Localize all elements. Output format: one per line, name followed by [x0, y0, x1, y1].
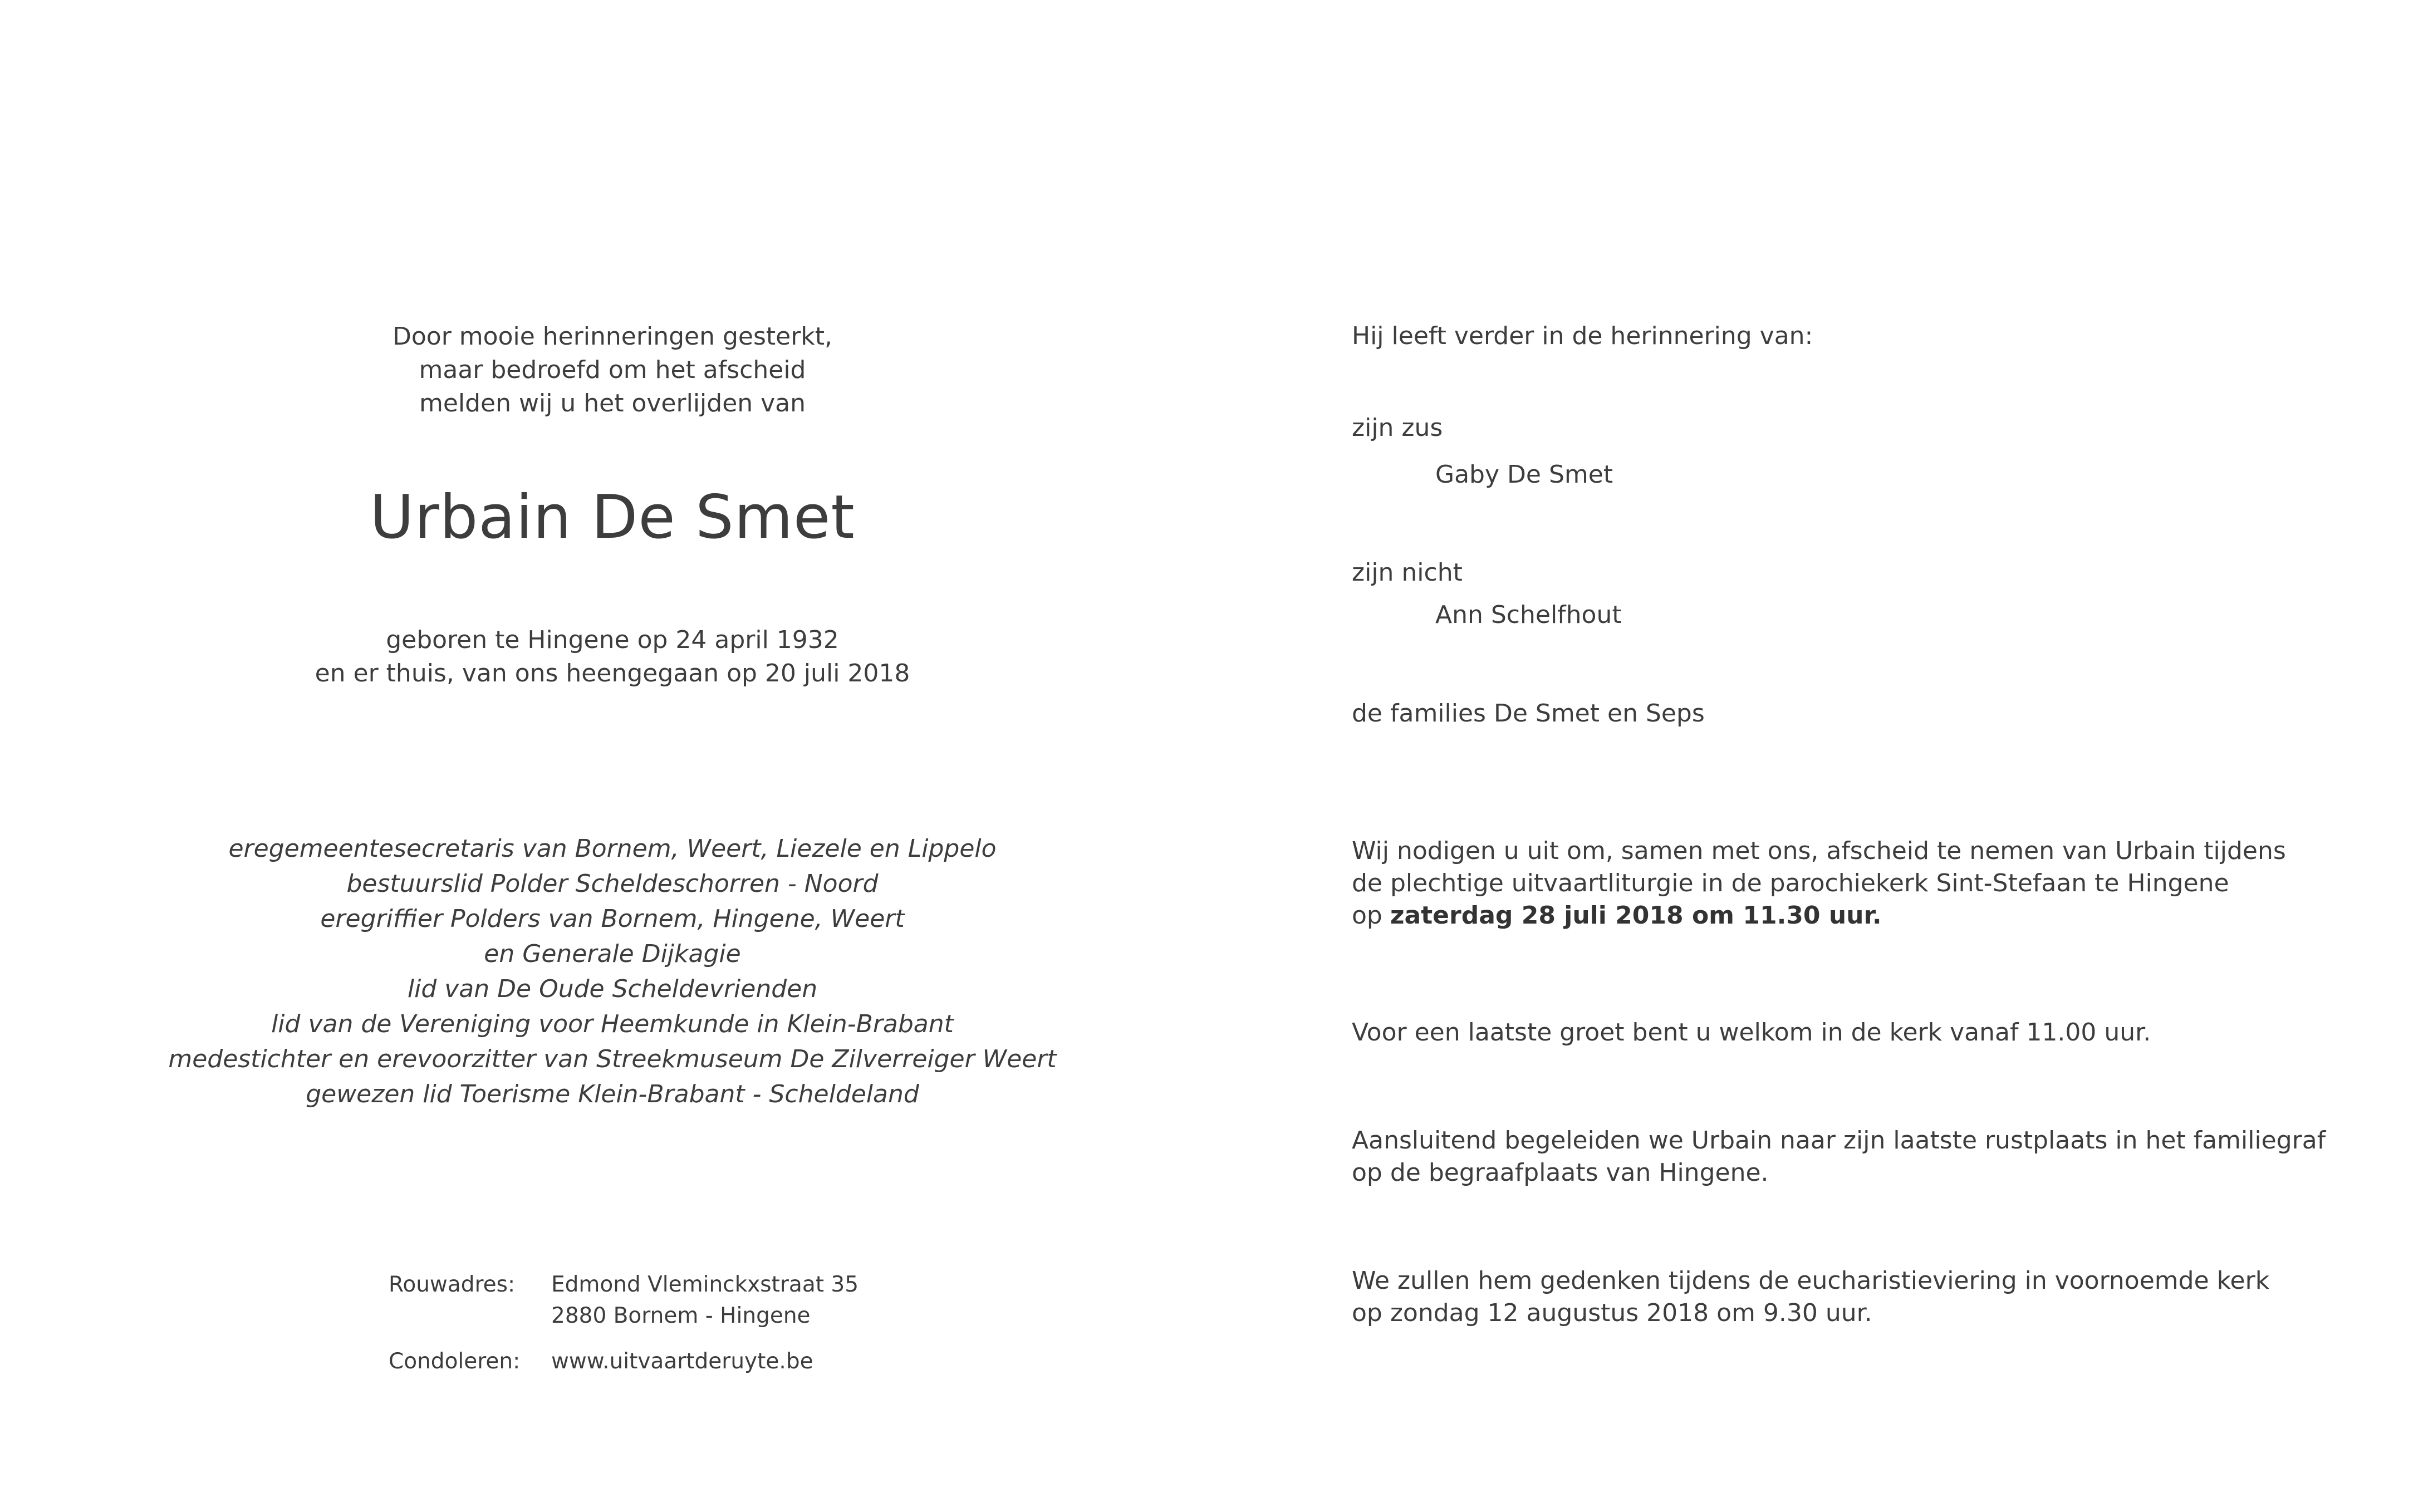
address-city: 2880 Bornem - Hingene	[551, 1303, 811, 1328]
memorial-mass	[1352, 1265, 2269, 1329]
title-item: gewezen lid Toerisme Klein-Brabant - Scheldeland	[306, 1080, 919, 1108]
title-item: en Generale Dijkagie	[484, 940, 741, 968]
invitation-date-line	[1352, 900, 2286, 932]
memory-intro: Hij leeft verder in de herinnering van:	[1352, 322, 1813, 350]
intro-line: Door mooie herinneringen gesterkt,	[392, 322, 833, 351]
address-street: Edmond Vleminckxstraat 35	[551, 1272, 859, 1297]
burial-line: op de begraafplaats van Hingene.	[1352, 1158, 1769, 1187]
address-label: Rouwadres:	[389, 1272, 516, 1297]
memorial-line: We zullen hem gedenken tijdens de eucharistieviering in voornoemde kerk	[1352, 1266, 2270, 1295]
honorary-titles	[167, 831, 1058, 1112]
sister-name: Gaby De Smet	[1435, 460, 1613, 489]
families-line: de families De Smet en Seps	[1352, 699, 1705, 728]
condolence-label: Condoleren:	[389, 1349, 521, 1374]
niece-label: zijn nicht	[1352, 558, 1463, 587]
contact-block	[389, 1269, 859, 1392]
sister-label: zijn zus	[1352, 414, 1443, 442]
address-value	[551, 1269, 859, 1332]
condolence-link[interactable]: www.uitvaartderuyte.be	[551, 1349, 813, 1374]
funeral-invitation	[1352, 835, 2286, 932]
funeral-date: zaterdag 28 juli 2018 om 11.30 uur.	[1390, 901, 1882, 930]
condolence-row	[389, 1346, 859, 1377]
title-item: lid van De Oude Scheldevrienden	[407, 975, 818, 1003]
deceased-name: Urbain De Smet	[370, 483, 855, 552]
title-item: eregemeentesecretaris van Bornem, Weert, Liezele en Lippelo	[228, 834, 997, 863]
death-line: en er thuis, van ons heengegaan op 20 juli 2018	[315, 659, 910, 688]
intro-line: maar bedroefd om het afscheid	[419, 356, 806, 384]
greeting-line: Voor een laatste groet bent u welkom in de kerk vanaf 11.00 uur.	[1352, 1018, 2151, 1047]
birth-line: geboren te Hingene op 24 april 1932	[386, 626, 839, 654]
life-dates	[167, 624, 1058, 690]
niece-name: Ann Schelfhout	[1435, 601, 1622, 629]
title-item: bestuurslid Polder Scheldeschorren - Noord	[346, 870, 879, 898]
title-item: lid van de Vereniging voor Heemkunde in Klein-Brabant	[271, 1010, 954, 1038]
memorial-line: op zondag 12 augustus 2018 om 9.30 uur.	[1352, 1299, 1872, 1327]
invitation-prefix: op	[1352, 901, 1390, 930]
intro-text	[167, 320, 1058, 420]
address-row	[389, 1269, 859, 1332]
title-item: eregriffier Polders van Bornem, Hingene, Weert	[320, 905, 905, 933]
burial-text	[1352, 1125, 2326, 1189]
title-item: medestichter en erevoorzitter van Streekmuseum De Zilverreiger Weert	[168, 1045, 1057, 1073]
invitation-line: de plechtige uitvaartliturgie in de parochiekerk Sint-Stefaan te Hingene	[1352, 869, 2229, 897]
burial-line: Aansluitend begeleiden we Urbain naar zijn laatste rustplaats in het familiegraf	[1352, 1126, 2326, 1155]
invitation-line: Wij nodigen u uit om, samen met ons, afscheid te nemen van Urbain tijdens	[1352, 837, 2286, 865]
intro-line: melden wij u het overlijden van	[419, 389, 806, 418]
